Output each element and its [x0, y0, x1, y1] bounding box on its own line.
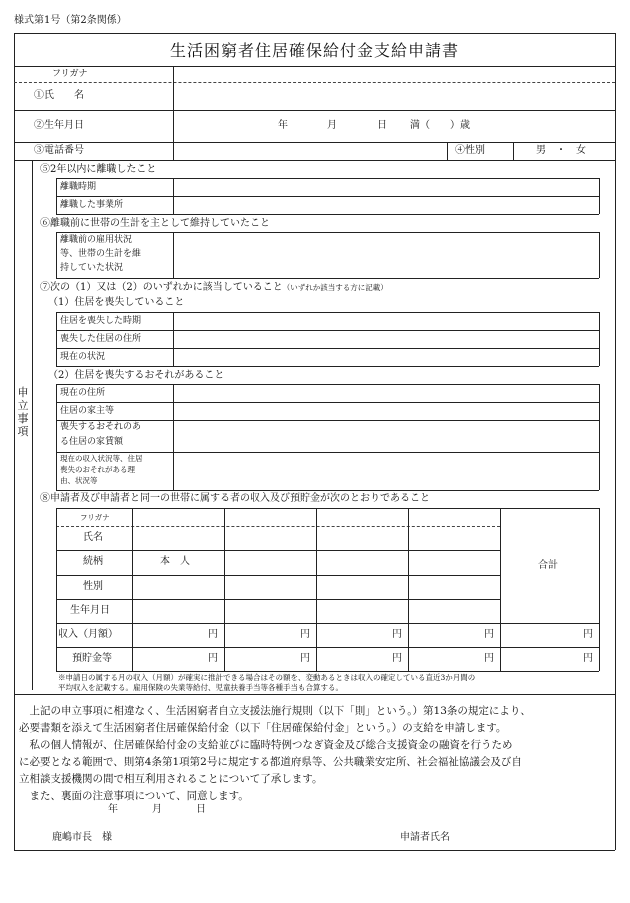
rule	[173, 178, 174, 214]
rule	[56, 232, 599, 233]
yen-mark: 円	[208, 629, 218, 640]
rule	[599, 178, 600, 214]
yen-mark: 円	[208, 653, 218, 664]
section7-title: ⑦次の（1）又は（2）のいずれかに該当していること（いずれか該当する方に記載）	[40, 282, 388, 293]
age-field: 満（ ）歳	[410, 120, 470, 131]
rule	[132, 508, 133, 671]
yen-mark: 円	[300, 629, 310, 640]
rule	[173, 232, 174, 278]
s8-row-birthdate: 生年月日	[70, 605, 110, 616]
decl-p2-l1: 私の個人情報が、住居確保給付金の支給並びに臨時特例つなぎ資金及び総合支援資金の融資を行うため	[29, 739, 513, 751]
s8-row-gender: 性別	[83, 581, 103, 592]
rule	[56, 384, 599, 385]
rule	[56, 526, 500, 527]
frame-bottom	[14, 850, 615, 851]
s6-row-line-2: 等、世帯の生計を維	[60, 249, 142, 259]
decl-p1-l1: 上記の申立事項に相違なく、生活困窮者自立支援法施行規則（以下「則」という。）第13条の規定により、	[29, 705, 531, 717]
rule	[316, 508, 317, 671]
rule	[56, 508, 599, 509]
rule	[224, 508, 225, 671]
name-field[interactable]	[175, 84, 613, 108]
s8-row-savings: 預貯金等	[72, 653, 112, 664]
form-number: 様式第1号（第2条関係）	[14, 15, 127, 26]
rule	[56, 599, 500, 600]
s8-note-line-2: 平均収入を記載する。雇用保険の失業等給付、児童扶養手当等各種手当も合算する。	[58, 683, 343, 692]
rule	[14, 142, 615, 143]
rule	[56, 196, 599, 197]
rule	[56, 232, 57, 278]
frame-top	[14, 33, 615, 34]
s8-furigana: フリガナ	[80, 513, 110, 522]
rule	[56, 452, 599, 453]
phone-label: ③電話番号	[34, 145, 84, 156]
yen-mark: 円	[484, 629, 494, 640]
total-label: 合計	[538, 560, 558, 571]
rule	[56, 366, 599, 367]
birth-day: 日	[377, 120, 387, 131]
addressee: 鹿嶋市長 様	[52, 832, 112, 843]
s7-2-row-1: 現在の住所	[60, 388, 106, 398]
gender-label: ④性別	[455, 145, 485, 156]
rule	[599, 384, 600, 490]
relation-self: 本 人	[160, 556, 190, 567]
yen-mark: 円	[300, 653, 310, 664]
frame-right	[615, 33, 616, 850]
rule	[56, 384, 57, 490]
section6-title: ⑥離職前に世帯の生計を主として維持していたこと	[40, 218, 270, 229]
decl-p2-l2: に必要となる範囲で、則第4条第1項第2号に規定する都道府県等、公共職業安定所、社会福祉協議会及び自	[19, 756, 522, 768]
s6-row-line-1: 離職前の雇用状況	[60, 235, 133, 245]
birth-month: 月	[327, 120, 337, 131]
s7-sub2-title: （2）住居を喪失するおそれがあること	[48, 370, 225, 381]
rule	[599, 508, 600, 671]
decl-p2-l3: 立相談支援機関の間で相互利用されることについて了承します。	[19, 773, 323, 785]
rule	[56, 312, 57, 366]
rule	[599, 312, 600, 366]
rule	[56, 214, 599, 215]
s7-2-row-4-line-3: 由、状況等	[60, 476, 98, 485]
rule	[56, 623, 599, 624]
rule	[56, 575, 500, 576]
rule	[56, 312, 599, 313]
rule	[500, 508, 501, 671]
rule	[56, 330, 599, 331]
section5-title: ⑤2年以内に離職したこと	[40, 164, 157, 175]
rule	[56, 671, 599, 672]
yen-mark: 円	[392, 653, 402, 664]
frame-left	[14, 33, 15, 850]
gender-options[interactable]: 男 ・ 女	[536, 145, 586, 156]
rule	[173, 312, 174, 366]
rule	[173, 66, 174, 160]
s5-row-2: 離職した事業所	[60, 200, 124, 210]
s7-2-row-2: 住居の家主等	[60, 406, 115, 416]
name-label: ①氏 名	[34, 90, 84, 101]
declaration-text	[19, 703, 615, 805]
rule	[513, 142, 514, 160]
s7-sub1-title: （1）住居を喪失していること	[48, 297, 185, 308]
s8-row-name: 氏名	[83, 532, 103, 543]
yen-mark: 円	[583, 653, 593, 664]
s6-row-line-3: 持していた状況	[60, 263, 124, 273]
rule	[14, 160, 615, 161]
applicant-signature-field[interactable]	[462, 826, 612, 846]
rule	[56, 348, 599, 349]
s7-1-row-3: 現在の状況	[60, 352, 106, 362]
s7-1-row-2: 喪失した住居の住所	[60, 334, 142, 344]
s7-2-row-4-line-2: 喪失のおそれがある理	[60, 465, 135, 474]
rule	[447, 142, 448, 160]
date-day: 日	[196, 804, 206, 815]
date-year: 年	[108, 804, 118, 815]
rule	[56, 278, 599, 279]
side-label: 申立事項	[17, 386, 29, 438]
rule	[173, 384, 174, 490]
rule	[14, 66, 615, 67]
s8-row-relation: 続柄	[83, 556, 103, 567]
rule	[56, 178, 57, 214]
rule	[56, 647, 599, 648]
rule	[56, 550, 500, 551]
date-month: 月	[152, 804, 162, 815]
rule	[14, 110, 615, 111]
yen-mark: 円	[583, 629, 593, 640]
rule	[56, 402, 599, 403]
s7-2-row-3-line-2: る住居の家賃額	[60, 437, 124, 447]
section8-title: ⑧申請者及び申請者と同一の世帯に属する者の収入及び預貯金が次のとおりであること	[40, 493, 430, 504]
s7-1-row-1: 住居を喪失した時期	[60, 316, 142, 326]
rule	[14, 694, 615, 695]
yen-mark: 円	[392, 629, 402, 640]
rule	[56, 420, 599, 421]
s8-note-line-1: ※申請日の属する月の収入（月額）が確実に推計できる場合はその額を、変動あるときは収入の確定している直近3か月間の	[58, 673, 476, 682]
decl-p3: また、裏面の注意事項について、同意します。	[29, 790, 249, 802]
yen-mark: 円	[484, 653, 494, 664]
rule	[32, 160, 33, 690]
birthdate-label: ②生年月日	[34, 120, 84, 131]
applicant-name-label: 申請者氏名	[400, 832, 450, 843]
rule	[56, 508, 57, 671]
rule	[14, 82, 615, 83]
rule	[56, 178, 599, 179]
section7-note: （いずれか該当する方に記載）	[282, 283, 388, 292]
rule	[56, 490, 599, 491]
rule	[599, 232, 600, 278]
s7-2-row-4-line-1: 現在の収入状況等、住居	[60, 454, 143, 463]
s5-row-1: 離職時期	[60, 182, 97, 192]
furigana-label: フリガナ	[52, 69, 88, 79]
decl-p1-l2: 必要書類を添えて生活困窮者住居確保給付金（以下「住居確保給付金」という。）の支給を申請します。	[19, 722, 507, 734]
rule	[408, 508, 409, 671]
page-title: 生活困窮者住居確保給付金支給申請書	[169, 41, 459, 60]
s8-row-income: 収入（月額）	[58, 629, 118, 640]
birth-year: 年	[278, 120, 288, 131]
s7-2-row-3-line-1: 喪失するおそれのあ	[60, 422, 142, 432]
